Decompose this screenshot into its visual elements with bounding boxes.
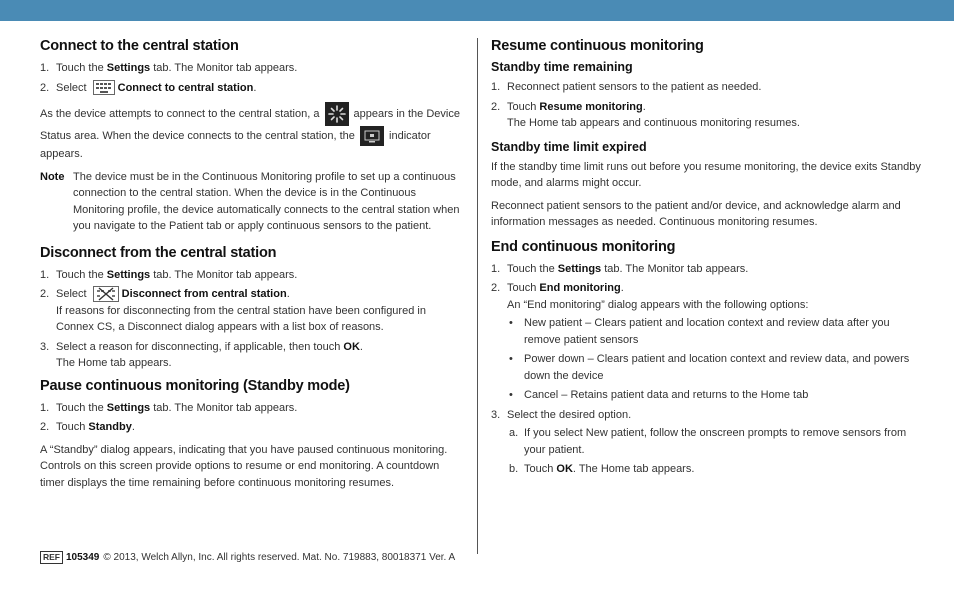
option-text: Cancel – Retains patient data and returns to the Home tab <box>524 389 809 401</box>
list-item <box>507 351 921 384</box>
step <box>491 407 921 478</box>
settings-term: Settings <box>557 262 602 275</box>
note-label: Note <box>40 170 65 183</box>
step <box>491 79 921 96</box>
section-title: Pause continuous monitoring (Standby mode) <box>40 377 350 394</box>
section-disconnect <box>40 245 460 372</box>
para-text: indicator appears. <box>40 129 431 160</box>
list-item <box>507 425 921 458</box>
list-item <box>507 387 921 404</box>
central-station-grid-icon <box>93 80 115 95</box>
step-number: 3. <box>40 340 50 353</box>
subsection-title: Standby time remaining <box>491 60 633 74</box>
substep-text: Touch <box>524 463 557 475</box>
step-text: tab. The Monitor tab appears. <box>150 62 298 74</box>
step-text: Touch <box>507 282 540 294</box>
step-text: Select a reason for disconnecting, if applicable, then touch <box>56 340 344 353</box>
step <box>40 419 460 436</box>
substep-text: . The Home tab appears. <box>572 463 695 475</box>
step-number: 2. <box>491 282 501 294</box>
para-text: As the device attempts to connect to the central station, a <box>40 107 323 120</box>
step-text: Touch <box>56 421 89 433</box>
resume-steps <box>491 79 921 132</box>
step-text: Select the desired option. <box>507 408 632 421</box>
standby-term: Standby <box>88 421 132 433</box>
step-number: 2. <box>40 421 50 433</box>
options-list <box>507 315 921 404</box>
ok-term: OK <box>343 340 360 353</box>
step-detail: An “End monitoring” dialog appears with the following options: <box>507 298 809 311</box>
step-text: tab. The Monitor tab appears. <box>150 268 298 281</box>
step-text: . <box>359 340 363 353</box>
step-number: 2. <box>491 100 501 113</box>
step-number: 1. <box>491 262 501 275</box>
step-text: Select <box>56 288 90 300</box>
substeps-list <box>507 425 921 478</box>
pause-description: A “Standby” dialog appears, indicating that you have paused continuous monitoring. Controls on this screen provide options to resume or end monitoring. A countdown timer displays the time remaining before continuous monitoring resumes. <box>40 443 448 489</box>
note <box>40 169 460 235</box>
connecting-spinner-icon <box>325 102 349 126</box>
step <box>491 261 921 278</box>
pause-steps <box>40 400 460 436</box>
para-text: appears in the Device Status area. When the device connects to the central station, the <box>40 107 460 142</box>
settings-term: Settings <box>106 268 151 281</box>
step <box>40 400 460 417</box>
ref-symbol: REF <box>40 551 63 564</box>
disconnect-steps <box>40 267 460 372</box>
disconnect-term: Disconnect from central station <box>121 288 287 300</box>
section-title: Disconnect from the central station <box>40 244 277 261</box>
step-number: 3. <box>491 408 501 421</box>
bullet: • <box>509 317 513 329</box>
settings-term: Settings <box>106 62 151 74</box>
step <box>40 60 460 77</box>
column-divider <box>477 38 478 554</box>
ref-number: 105349 <box>66 552 100 563</box>
step-text: tab. The Monitor tab appears. <box>150 401 298 414</box>
step-text: Touch the <box>56 268 107 281</box>
connected-monitor-icon <box>360 126 384 146</box>
step-text: . <box>286 288 290 300</box>
step-number: 1. <box>491 81 501 93</box>
step-text: Touch the <box>507 262 558 275</box>
step-number: 1. <box>40 62 50 74</box>
option-text: Power down – Clears patient and location context and review data, and powers down the device <box>524 353 910 382</box>
connect-description <box>40 102 460 163</box>
section-resume <box>491 38 921 231</box>
right-column <box>491 38 921 484</box>
section-title: Resume continuous monitoring <box>491 38 704 54</box>
disconnect-station-icon <box>93 286 119 302</box>
connect-term: Connect to central station <box>117 81 254 94</box>
end-steps <box>491 261 921 478</box>
step <box>40 286 460 336</box>
bullet: • <box>509 389 513 401</box>
section-title: End continuous monitoring <box>491 238 676 255</box>
section-pause <box>40 378 460 492</box>
step-text: tab. The Monitor tab appears. <box>601 262 749 275</box>
step-text: Touch <box>507 100 540 113</box>
step-text: Touch the <box>56 401 107 414</box>
step <box>491 280 921 404</box>
resume-term: Resume monitoring <box>539 100 643 113</box>
step-text: . <box>253 81 257 94</box>
option-text: New patient – Clears patient and location context and review data after you remove patient sensors <box>524 317 890 346</box>
section-connect <box>40 38 460 235</box>
substep-letter: b. <box>509 463 519 475</box>
step-text: Reconnect patient sensors to the patient as needed. <box>507 81 762 93</box>
subsection-title: Standby time limit expired <box>491 139 647 154</box>
step-detail: The Home tab appears. <box>56 357 172 369</box>
step <box>40 267 460 284</box>
substep-letter: a. <box>509 427 519 439</box>
settings-term: Settings <box>106 401 151 414</box>
substep-text: If you select New patient, follow the onscreen prompts to remove sensors from your patient. <box>524 427 907 456</box>
step <box>491 99 921 132</box>
step-number: 2. <box>40 288 50 300</box>
step-text: Select <box>56 81 90 94</box>
copyright-text: © 2013, Welch Allyn, Inc. All rights reserved. Mat. No. 719883, 80018371 Ver. A <box>103 552 456 563</box>
note-text: The device must be in the Continuous Monitoring profile to set up a continuous connection to the central station. When the device is in the Continuous Monitoring profile, the device automatically connects to the central station when you navigate to the Patient tab or apply continuous sensors to the patient. <box>73 170 460 232</box>
step-text: . <box>642 100 646 113</box>
step <box>40 80 460 97</box>
header-bar <box>0 0 954 21</box>
step-text: . <box>620 282 624 294</box>
step-number: 1. <box>40 401 50 414</box>
ok-term: OK <box>556 463 573 475</box>
connect-steps <box>40 60 460 96</box>
list-item <box>507 461 921 478</box>
bullet: • <box>509 353 513 365</box>
step <box>40 339 460 372</box>
step-text: . <box>131 421 135 433</box>
step-number: 1. <box>40 268 50 281</box>
expired-description: If the standby time limit runs out before you resume monitoring, the device exits Standby mode, and alarms might occur. <box>491 160 921 189</box>
footer <box>40 551 455 564</box>
list-item <box>507 315 921 348</box>
reconnect-description: Reconnect patient sensors to the patient and/or device, and acknowledge alarm and information messages as needed. Continuous monitoring resumes. <box>491 199 901 228</box>
step-text: Touch the <box>56 62 107 74</box>
section-end <box>491 239 921 478</box>
step-detail: The Home tab appears and continuous monitoring resumes. <box>507 117 800 129</box>
end-monitoring-term: End monitoring <box>539 282 621 294</box>
section-title: Connect to the central station <box>40 38 239 54</box>
left-column <box>40 38 460 491</box>
step-number: 2. <box>40 81 50 94</box>
step-detail: If reasons for disconnecting from the central station have been configured in Connex CS, a Disconnect dialog appears with a list box of reasons. <box>56 304 426 333</box>
